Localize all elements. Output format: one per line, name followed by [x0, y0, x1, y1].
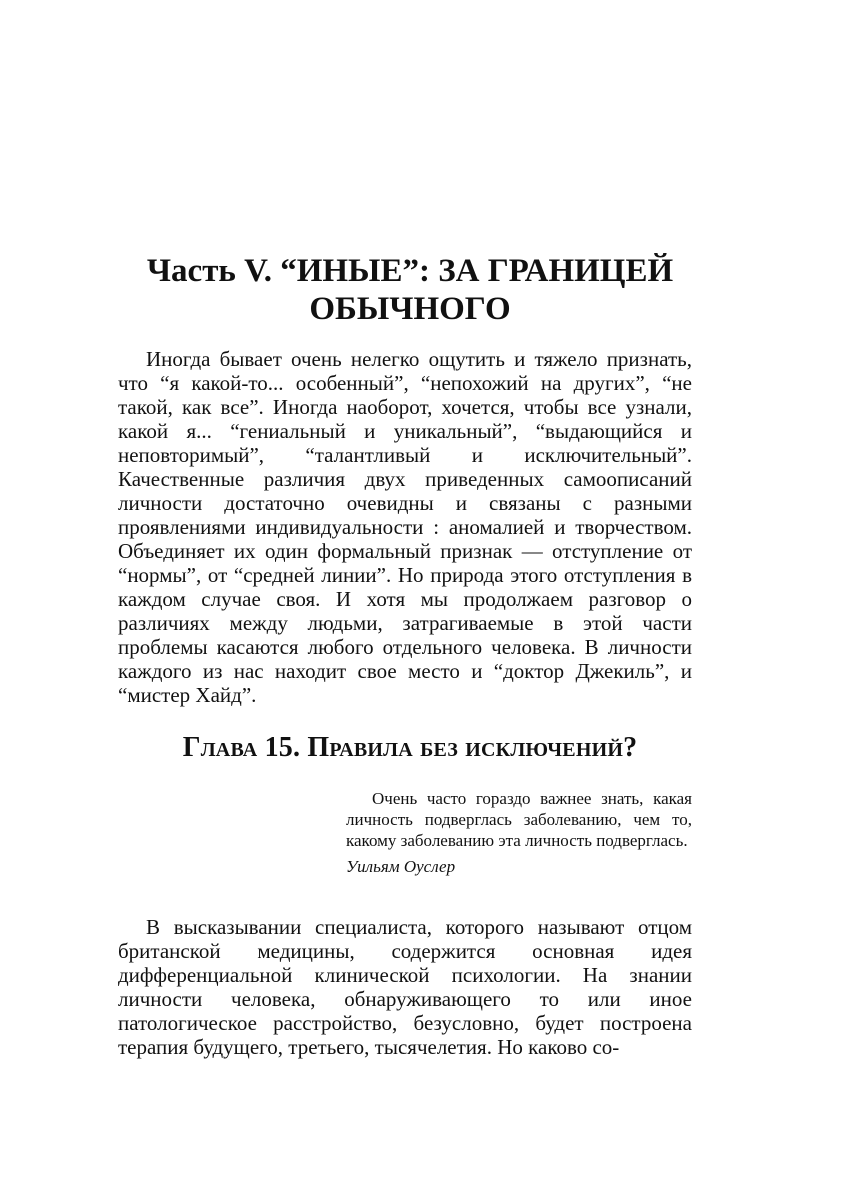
- intro-paragraph: Иногда бывает очень нелегко ощутить и тяжело признать, что “я какой-то... особенный”, “непохожий на других”, “не такой, как все”. Иногда наоборот, хочется, чтобы все узнали, какой я... “гениальный и уникальный”, “выдающийся и неповторимый”, “талантливый и исключительный”. Качественные различия двух приведенных самоописаний личности достаточно очевидны и связаны с разными проявлениями индивидуальности : аномалией и творчеством. Объединяет их один формальный признак — отступление от “нормы”, от “средней линии”. Но природа этого отступления в каждом случае своя. И хотя мы продолжаем разговор о различиях между людьми, затрагиваемые в этой части проблемы касаются любого отдельного человека. В личности каждого из нас находит свое место и “доктор Джекиль”, и “мистер Хайд”.: [118, 347, 692, 707]
- chapter-body: [118, 915, 692, 1059]
- chapter-paragraph: В высказывании специалиста, которого называют отцом британской медицины, содержится основная идея дифференциальной клинической психологии. На знании личности человека, обнаруживающего то или иное патологическое расстройство, безусловно, будет построена терапия будущего, третьего, тысячелетия. Но каково со-: [118, 915, 692, 1059]
- intro-section: [118, 347, 692, 707]
- epigraph: [346, 788, 692, 877]
- part-title: Часть V. “ИНЫЕ”: ЗА ГРАНИЦЕЙ ОБЫЧНОГО: [146, 253, 674, 327]
- chapter-title: Глава 15. Правила без исключений?: [182, 732, 638, 763]
- epigraph-author: Уильям Оуслер: [346, 857, 456, 876]
- epigraph-text: Очень часто гораздо важнее знать, какая личность подверглась заболеванию, чем то, какому заболеванию эта личность подверглась.: [346, 789, 692, 850]
